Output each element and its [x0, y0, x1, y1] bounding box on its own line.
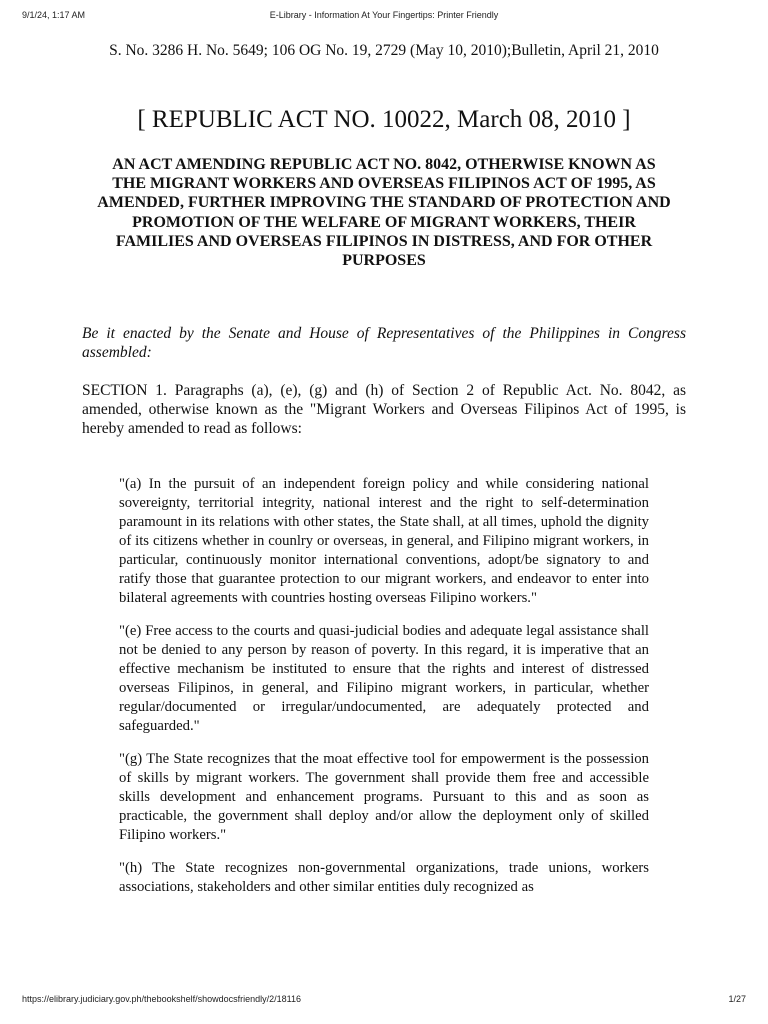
act-title: AN ACT AMENDING REPUBLIC ACT NO. 8042, OTHERWISE KNOWN AS THE MIGRANT WORKERS AND OVERSEAS FILIPINOS ACT OF 1995, AS AMENDED, FURTHER IMPROVING THE STANDARD OF PROTECTION AND PROMOTION OF THE WELFARE OF MIGRANT WORKERS, THEIR FAMILIES AND OVERSEAS FILIPINOS IN DISTRESS, AND FOR OTHER PURPOSES	[97, 156, 671, 270]
enacting-clause: Be it enacted by the Senate and House of Representatives of the Philippines in Congress assembled:	[82, 325, 686, 362]
page-indicator: 1/27	[728, 994, 746, 1004]
amended-paragraphs	[119, 475, 649, 897]
amended-paragraph-e: "(e) Free access to the courts and quasi-judicial bodies and adequate legal assistance shall not be denied to any person by reason of poverty. In this regard, it is imperative that an effective mechanism be instituted to ensure that the rights and interest of distressed overseas Filipinos, in general, and Filipino migrant workers, in particular, whether regular/documented or irregular/undocumented, are adequately protected and safeguarded."	[119, 623, 649, 735]
amended-paragraph-g: "(g) The State recognizes that the moat effective tool for empowerment is the possession of skills by migrant workers. The government shall provide them free and accessible skills development and enhancement programs. Pursuant to this and as soon as practicable, the government shall deploy and/or allow the deployment only of skilled Filipino workers."	[119, 751, 649, 844]
document-body	[82, 40, 686, 911]
section-1-text: SECTION 1. Paragraphs (a), (e), (g) and (h) of Section 2 of Republic Act. No. 8042, as amended, otherwise known as the "Migrant Workers and Overseas Filipinos Act of 1995, is hereby amended to read as follows:	[82, 382, 686, 438]
print-footer	[22, 994, 746, 1008]
print-url: https://elibrary.judiciary.gov.ph/thebookshelf/showdocsfriendly/2/18116	[22, 994, 301, 1004]
amended-paragraph-h: "(h) The State recognizes non-governmental organizations, trade unions, workers associations, stakeholders and other similar entities duly recognized as	[119, 860, 649, 896]
amended-paragraph-a: "(a) In the pursuit of an independent foreign policy and while considering national sovereignty, territorial integrity, national interest and the right to self-determination paramount in its relations with other states, the State shall, at all times, uphold the dignity of its citizens whether in counlry or overseas, in general, and Filipino migrant workers, in particular, continuously monitor international conventions, adopt/be signatory to and ratify those that guarantee protection to our migrant workers, and endeavor to enter into bilateral agreements with countries hosting overseas Filipino workers."	[119, 476, 649, 607]
document-citation: S. No. 3286 H. No. 5649; 106 OG No. 19, 2729 (May 10, 2010);Bulletin, April 21, 2010	[109, 42, 659, 59]
print-page-title: E-Library - Information At Your Fingertips: Printer Friendly	[269, 10, 499, 20]
act-number-heading: [ REPUBLIC ACT NO. 10022, March 08, 2010 ]	[137, 106, 631, 133]
print-datetime: 9/1/24, 1:17 AM	[22, 10, 86, 20]
print-header	[22, 10, 746, 24]
